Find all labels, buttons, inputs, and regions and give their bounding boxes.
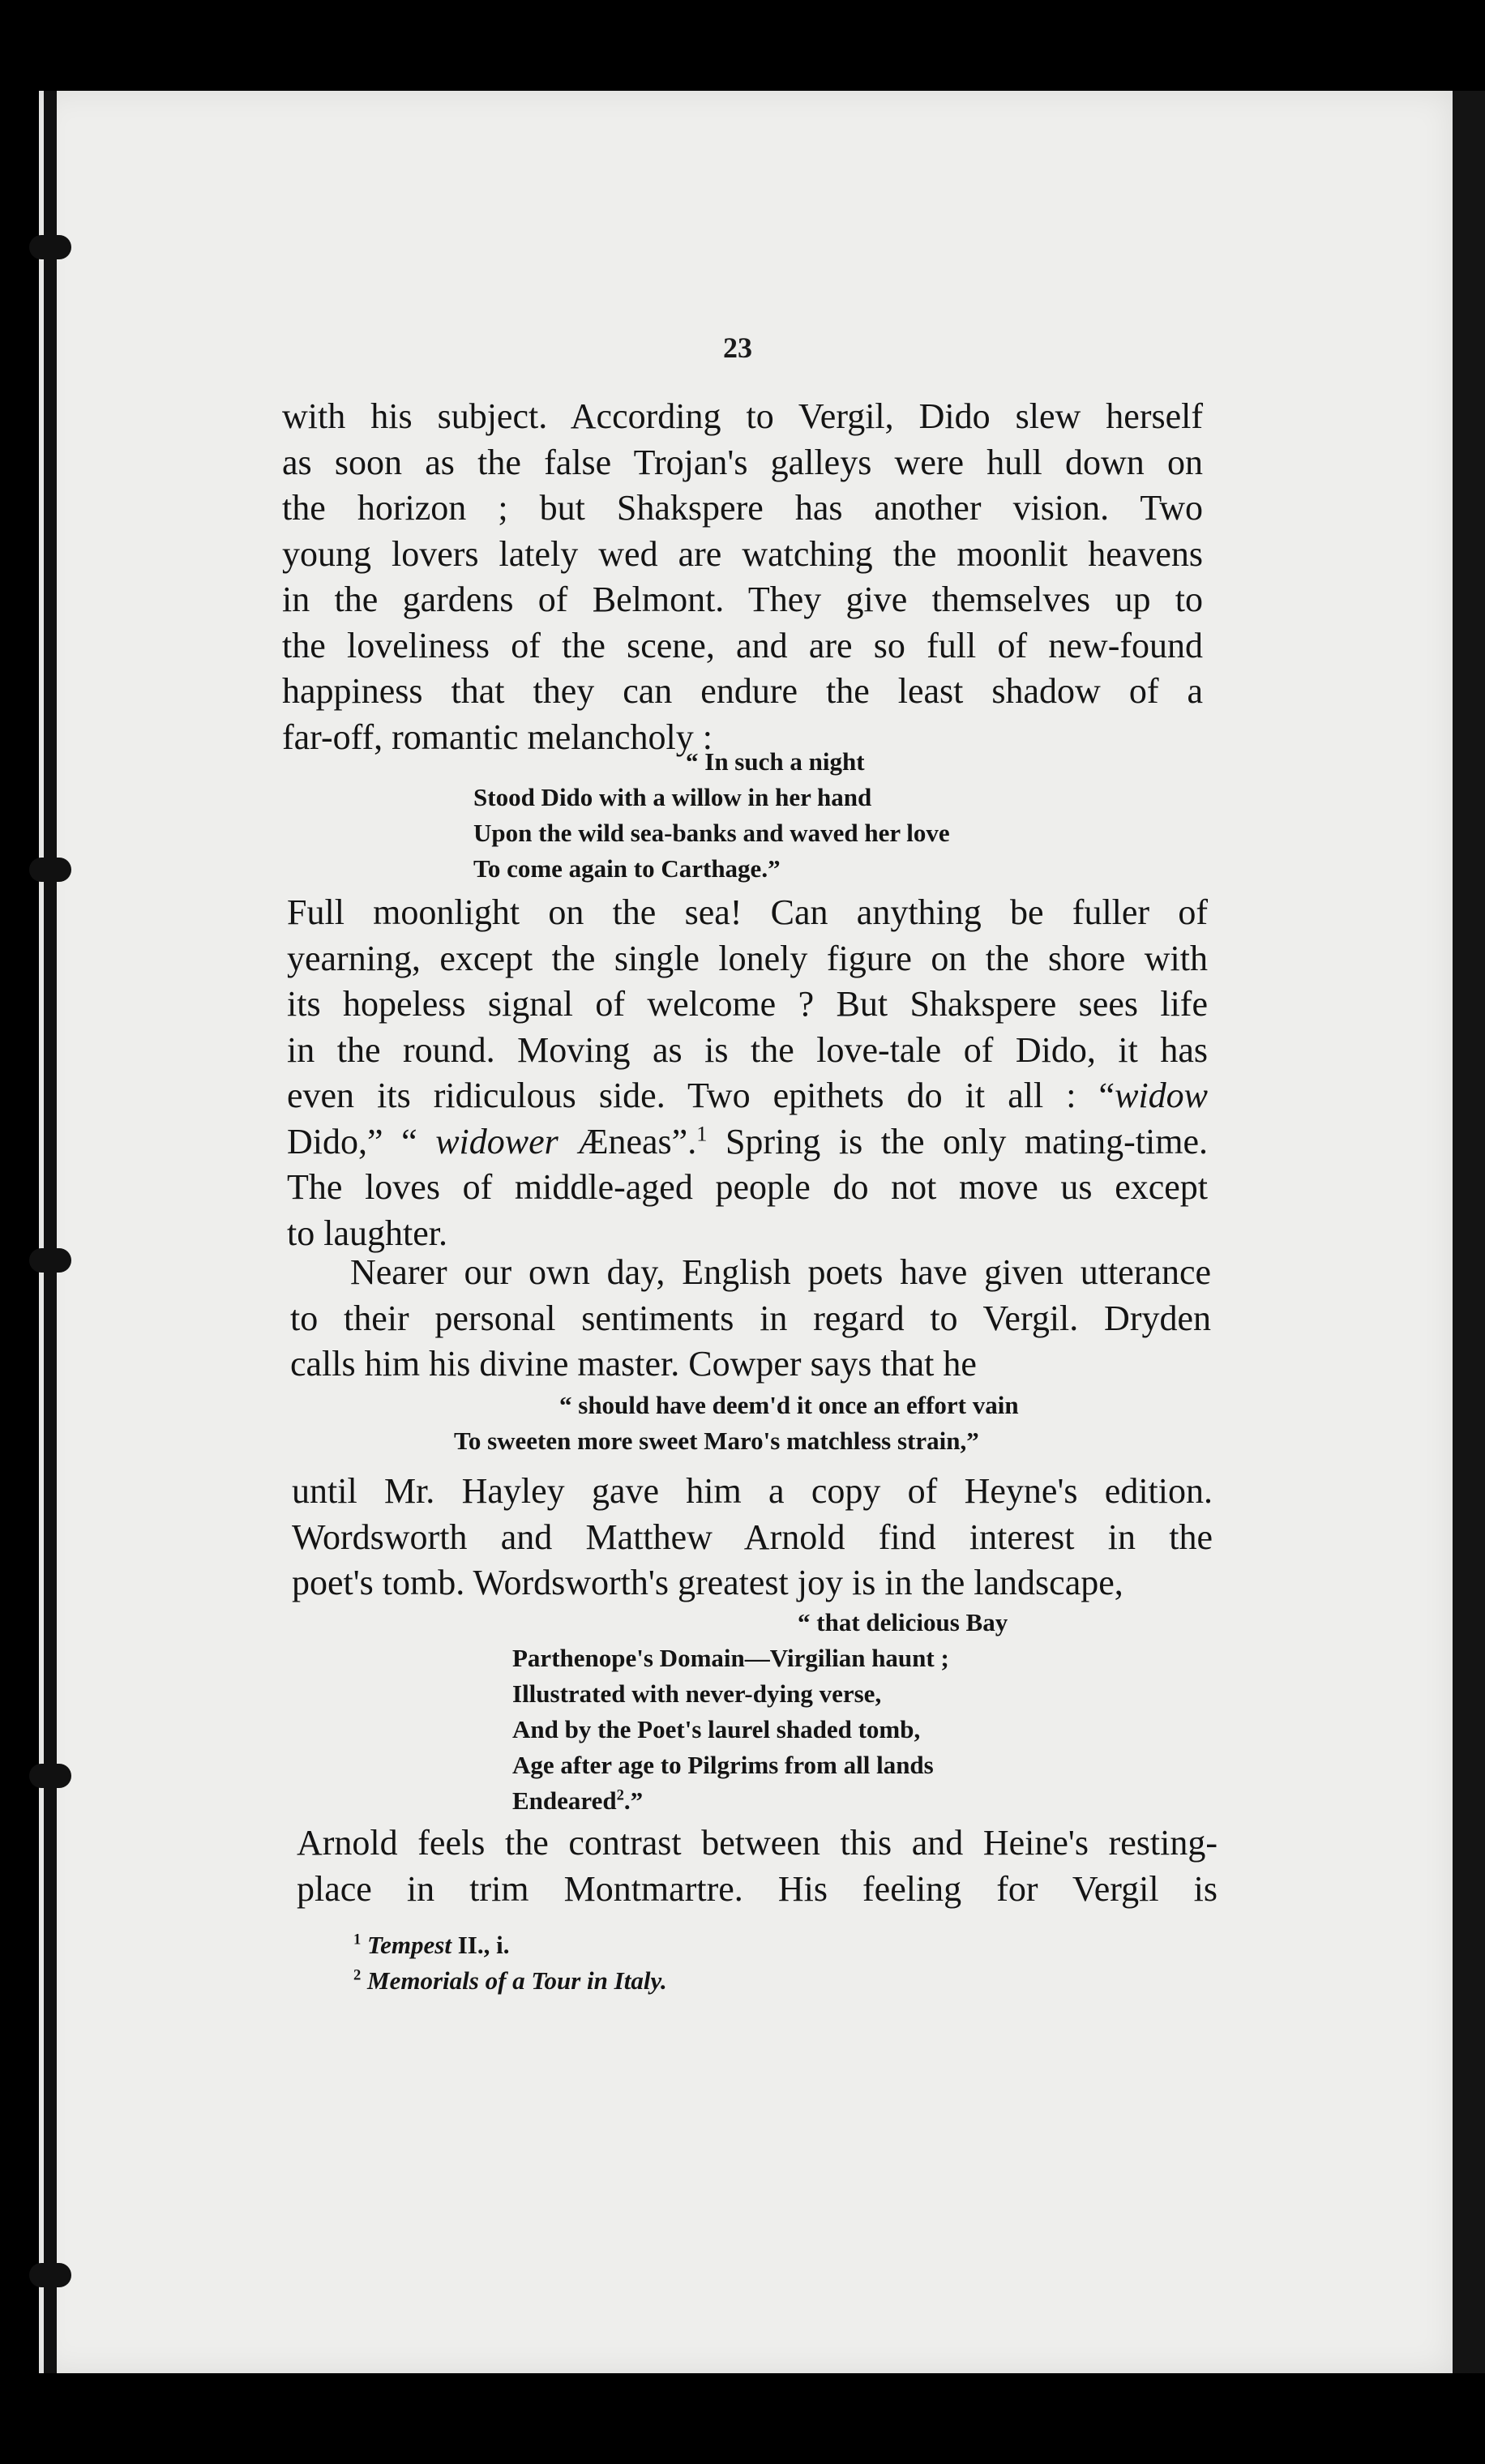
text-run: Spring is the only mating-time. xyxy=(707,1121,1208,1161)
verse-line: Illustrated with never-dying verse, xyxy=(512,1679,882,1708)
footnote-2 xyxy=(353,1963,1083,1999)
page-number: 23 xyxy=(723,332,752,364)
verse-quote-2 xyxy=(454,1388,1183,1459)
verse-line: “ In such a night xyxy=(686,747,865,776)
verse-line: “ should have deem'd it once an effort vain xyxy=(559,1391,1019,1419)
text-run: Endeared xyxy=(512,1786,617,1815)
verse-line: Stood Dido with a willow in her hand xyxy=(473,783,872,811)
scan-bottom-border xyxy=(0,2373,1485,2464)
paragraph-1 xyxy=(282,394,1203,760)
verse-quote-1 xyxy=(473,744,1122,887)
footnote-text: II., i. xyxy=(451,1931,510,1959)
text-line: in the gardens of Belmont. They give themselves up to xyxy=(282,580,1203,619)
verse-line: Age after age to Pilgrims from all lands xyxy=(512,1751,934,1779)
verse-line: Parthenope's Domain—Virgilian haunt ; xyxy=(512,1644,949,1672)
paragraph-5 xyxy=(297,1820,1218,1912)
text-line: Wordsworth and Matthew Arnold find interest in the xyxy=(292,1516,1213,1557)
text-line: Nearer our own day, English poets have given utterance xyxy=(350,1252,1211,1292)
binding-spine xyxy=(0,91,73,2373)
text-line: its hopeless signal of welcome ? But Shakspere sees life xyxy=(287,984,1208,1024)
footnote-ref: 1 xyxy=(696,1120,708,1145)
italic-run: widow xyxy=(1115,1076,1208,1115)
text-run: even its ridiculous side. Two epithets do it all : “ xyxy=(287,1076,1115,1115)
verse-line: Upon the wild sea-banks and waved her love xyxy=(473,819,950,847)
verse-line xyxy=(512,1783,1161,1819)
spine-bar xyxy=(44,91,57,2373)
text-line: as soon as the false Trojan's galleys were hull down on xyxy=(282,442,1203,482)
text-line: calls him his divine master. Cowper says that he xyxy=(290,1344,977,1384)
text-line xyxy=(287,1119,1208,1166)
binding-stitch xyxy=(29,1248,71,1273)
text-line: Full moonlight on the sea! Can anything be fuller of xyxy=(287,892,1208,932)
footnote-marker: 2 xyxy=(353,1966,362,1984)
text-run: Æneas”. xyxy=(558,1121,697,1161)
text-line: place in trim Montmartre. His feeling for Vergil is xyxy=(297,1868,1218,1909)
text-run: Dido,” “ xyxy=(287,1121,436,1161)
text-line xyxy=(287,1073,1208,1119)
italic-run: widower xyxy=(435,1121,558,1161)
text-line: to their personal sentiments in regard to Vergil. Dryden xyxy=(290,1298,1211,1338)
text-line: with his subject. According to Vergil, Dido slew herself xyxy=(282,396,1203,436)
verse-line: “ that delicious Bay xyxy=(798,1608,1008,1636)
scan-right-border xyxy=(1453,91,1485,2373)
footnotes xyxy=(353,1927,1083,1999)
text-line: far-off, romantic melancholy : xyxy=(282,717,713,757)
binding-stitch xyxy=(29,235,71,259)
binding-stitch xyxy=(29,858,71,882)
footnote-marker: 1 xyxy=(353,1931,362,1949)
footnote-title: Memorials of a Tour in Italy. xyxy=(367,1966,667,1995)
verse-line: To come again to Carthage.” xyxy=(473,854,781,883)
paragraph-4 xyxy=(292,1469,1213,1606)
binding-stitch xyxy=(29,2263,71,2287)
footnote-1 xyxy=(353,1927,1083,1963)
scan-top-border xyxy=(0,0,1485,91)
text-line: to laughter. xyxy=(287,1213,447,1253)
footnote-title: Tempest xyxy=(367,1931,451,1959)
text-line: happiness that they can endure the least shadow of a xyxy=(282,671,1203,711)
paragraph-2 xyxy=(287,890,1208,1256)
footnote-ref: 2 xyxy=(616,1786,624,1804)
text-line: poet's tomb. Wordsworth's greatest joy is in the landscape, xyxy=(292,1563,1123,1602)
verse-line: And by the Poet's laurel shaded tomb, xyxy=(512,1715,921,1743)
text-line: in the round. Moving as is the love-tale of Dido, it has xyxy=(287,1029,1208,1070)
text-line: the loveliness of the scene, and are so full of new-found xyxy=(282,625,1203,665)
text-line: young lovers lately wed are watching the moonlit heavens xyxy=(282,533,1203,574)
paragraph-3 xyxy=(290,1250,1211,1388)
text-line: until Mr. Hayley gave him a copy of Heyne's edition. xyxy=(292,1471,1213,1511)
text-line: Arnold feels the contrast between this and Heine's resting- xyxy=(297,1823,1218,1863)
text-line: The loves of middle-aged people do not move us except xyxy=(287,1167,1208,1207)
binding-stitch xyxy=(29,1764,71,1788)
verse-line: To sweeten more sweet Maro's matchless strain,” xyxy=(454,1427,979,1455)
text-line: yearning, except the single lonely figure on the shore with xyxy=(287,938,1208,978)
verse-quote-3 xyxy=(512,1605,1161,1819)
text-line: the horizon ; but Shakspere has another vision. Two xyxy=(282,488,1203,528)
text-run: .” xyxy=(623,1786,644,1815)
